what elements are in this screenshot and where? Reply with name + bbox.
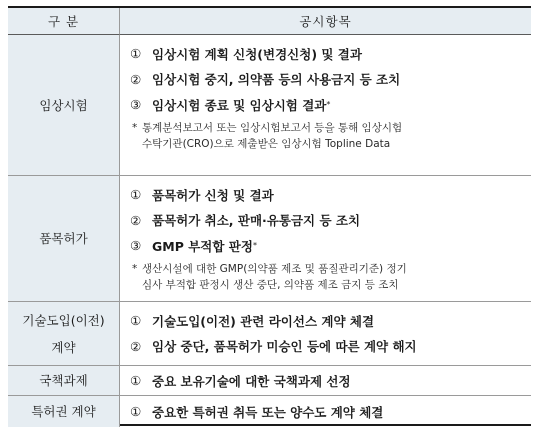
items-clinical-trial [120, 35, 531, 176]
item-number: ③ [130, 97, 142, 113]
item-number: ② [130, 212, 142, 228]
item-number: ① [130, 46, 142, 62]
footnote-line: 통계분석보고서 또는 임상시험보고서 등을 통해 임상시험 [142, 121, 403, 134]
list-item [130, 233, 531, 259]
items-tech-transfer [120, 302, 531, 366]
footnote-bullet: * [132, 262, 138, 275]
item-text: GMP 부적합 판정 [152, 238, 253, 254]
category-national-project: 국책과제 [8, 366, 120, 396]
item-text: 임상 중단, 품목허가 미승인 등에 따른 계약 해지 [152, 339, 417, 355]
item-number: ① [130, 187, 142, 203]
list-item [130, 67, 531, 93]
header-items: 공시항목 [120, 8, 531, 35]
footnote [130, 261, 531, 293]
footnote-line: 생산시설에 대한 GMP(의약품 제조 및 품질관리기준) 정기 [142, 262, 407, 275]
category-line: 기술도입(이전) [22, 312, 105, 328]
category-tech-transfer [8, 302, 120, 366]
item-text: 임상시험 종료 및 임상시험 결과 [152, 97, 327, 113]
item-number: ③ [130, 238, 142, 254]
footnote-bullet: * [132, 121, 138, 134]
item-number: ② [130, 71, 142, 87]
items-patent-contract [120, 396, 531, 427]
items-product-approval [120, 176, 531, 302]
items-national-project [120, 366, 531, 396]
list-item [130, 182, 531, 208]
footnote-line: 심사 부적합 판정시 생산 중단, 의약품 제조 금지 등 조치 [142, 278, 399, 291]
disclosure-table [8, 6, 531, 426]
item-text: 품목허가 신청 및 결과 [152, 187, 274, 203]
item-number: ① [130, 404, 142, 419]
footnote [130, 120, 531, 152]
footnote-line: 수탁기관(CRO)으로 제출받은 임상시험 Topline Data [142, 137, 391, 150]
item-text: 기술도입(이전) 관련 라이선스 계약 체결 [152, 313, 375, 329]
category-clinical-trial: 임상시험 [8, 35, 120, 176]
item-text: 임상시험 중지, 의약품 등의 사용금지 등 조치 [152, 72, 401, 88]
category-product-approval: 품목허가 [8, 176, 120, 302]
list-item [130, 208, 531, 234]
footnote-mark: * [252, 241, 257, 251]
header-category: 구 분 [8, 8, 120, 35]
item-number: ② [130, 338, 142, 354]
item-number: ① [130, 373, 142, 388]
item-number: ① [130, 313, 142, 329]
item-text: 임상시험 계획 신청(변경신청) 및 결과 [152, 46, 362, 62]
item-text: 중요 보유기술에 대한 국책과제 선정 [152, 373, 351, 389]
list-item [130, 308, 531, 334]
item-text: 중요한 특허권 취득 또는 양수도 계약 체결 [152, 404, 384, 420]
list-item [130, 334, 531, 360]
category-line: 계약 [51, 339, 76, 355]
list-item [130, 92, 531, 118]
footnote-mark: * [326, 100, 331, 110]
item-text: 품목허가 취소, 판매·유통금지 등 조치 [152, 213, 361, 229]
category-patent-contract: 특허권 계약 [8, 396, 120, 427]
list-item [130, 41, 531, 67]
list-item [130, 368, 351, 394]
list-item [130, 399, 383, 425]
